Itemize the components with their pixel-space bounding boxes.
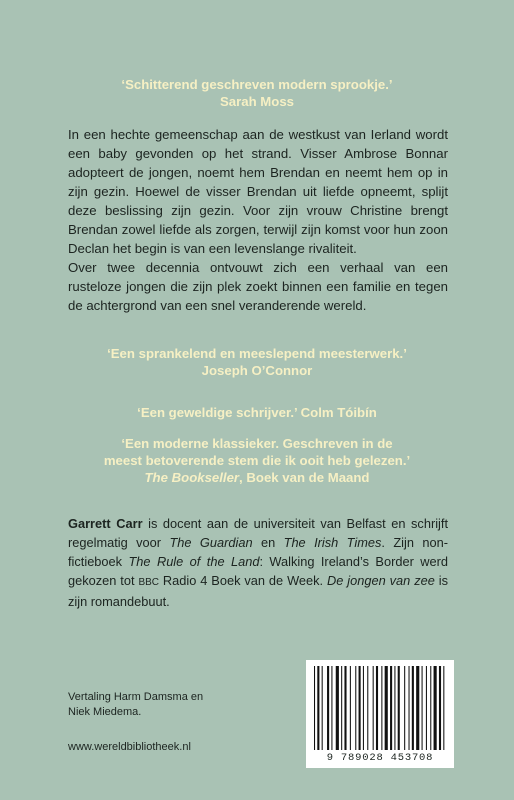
bio-text: . Zijn non-fictieboek xyxy=(68,535,448,569)
blurb-paragraph-1: In een hechte gemeenschap aan de westkust van Ierland wordt een baby gevonden op het strand. Visser Ambrose Bonnar adopteert de jongen, noemt hem Brendan en neemt hem op in zijn gezin. Hoewel de visser Brendan uit liefde opneemt, splijt deze beslissing zijn gezin. Voor zijn vrouw Christine brengt Brendan zowel liefde als zorgen, terwijl zijn komst voor hun zoon Declan het begin is van een levenslange rivaliteit. xyxy=(68,127,448,256)
barcode-bar xyxy=(394,666,395,750)
quote-source-rest: , Boek van de Maand xyxy=(239,470,370,485)
quote-joseph-oconnor xyxy=(0,345,514,379)
book-title: De jongen van zee xyxy=(327,573,435,588)
quote-source xyxy=(0,469,514,486)
barcode-bar xyxy=(322,666,323,750)
credits-line-1: Vertaling Harm Damsma en xyxy=(68,691,204,703)
quote-line-2: meest betoverende stem die ik ooit heb gelezen.’ xyxy=(103,453,411,468)
quote-text: ‘Een sprankelend en meeslepend meesterwerk.’ xyxy=(107,346,407,361)
barcode-bar xyxy=(359,666,361,750)
barcode-bar xyxy=(426,666,427,750)
quote-text: ‘Een geweldige schrijver.’ Colm Tóibín xyxy=(137,405,377,420)
barcode-bar xyxy=(412,666,414,750)
isbn-barcode xyxy=(306,660,454,768)
bbc-label: BBC xyxy=(138,577,159,588)
barcode-bar xyxy=(350,666,351,750)
bio-text: is zijn romandebuut. xyxy=(68,573,448,609)
publication-title: The Guardian xyxy=(169,535,253,550)
barcode-digits: 9 789028 453708 xyxy=(326,752,434,764)
barcode-bar xyxy=(376,666,378,750)
quote-colm-toibin xyxy=(0,404,514,421)
quote-author: Sarah Moss xyxy=(219,94,295,109)
barcode-bar xyxy=(363,666,364,750)
barcode-bar xyxy=(314,666,315,750)
quote-the-bookseller xyxy=(0,435,514,486)
author-bio xyxy=(68,514,448,611)
quote-line-1: ‘Een moderne klassieker. Geschreven in de xyxy=(121,436,393,451)
barcode-bar xyxy=(327,666,329,750)
barcode-bar xyxy=(367,666,368,750)
barcode-bar xyxy=(422,666,423,750)
quote-sarah-moss xyxy=(0,76,514,110)
bio-text: is docent aan de universiteit van Belfast en schrijft regelmatig voor xyxy=(68,516,449,550)
barcode-bar xyxy=(443,666,444,750)
credits-line-2: Niek Miedema. xyxy=(68,706,142,718)
barcode-bar xyxy=(381,666,382,750)
barcode-bar xyxy=(434,666,437,750)
blurb-paragraph-2: Over twee decennia ontvouwt zich een verhaal van een rusteloze jongen die zijn plek zoekt binnen een familie en tegen de achtergrond van een snel veranderende wereld. xyxy=(68,260,448,313)
barcode-bars xyxy=(312,666,448,750)
author-name: Garrett Carr xyxy=(68,516,143,531)
barcode-bar xyxy=(416,666,419,750)
quote-author: Joseph O’Connor xyxy=(201,363,313,378)
bio-text: en xyxy=(252,535,284,550)
barcode-bar xyxy=(409,666,410,750)
barcode-bar xyxy=(344,666,346,750)
barcode-bar xyxy=(390,666,392,750)
barcode-bar xyxy=(385,666,388,750)
barcode-bar xyxy=(336,666,339,750)
barcode-bar xyxy=(341,666,342,750)
barcode-bar xyxy=(404,666,405,750)
quote-text: ‘Schitterend geschreven modern sprookje.’ xyxy=(121,77,393,92)
quote-source-title: The Bookseller xyxy=(144,470,240,485)
barcode-bar xyxy=(331,666,332,750)
barcode-bar xyxy=(398,666,400,750)
publication-title: The Irish Times xyxy=(283,535,382,550)
blurb xyxy=(68,125,448,315)
barcode-bar xyxy=(317,666,319,750)
bio-text: Radio 4 Boek van de Week. xyxy=(159,573,328,588)
barcode-bar xyxy=(355,666,356,750)
barcode-bar xyxy=(373,666,374,750)
translation-credits xyxy=(68,690,268,720)
bio-text: : Walking Ireland’s Border werd gekozen tot xyxy=(68,554,448,588)
website-url: www.wereldbibliotheek.nl xyxy=(68,741,191,753)
book-title: The Rule of the Land xyxy=(128,554,260,569)
barcode-bar xyxy=(439,666,441,750)
barcode-bar xyxy=(430,666,431,750)
